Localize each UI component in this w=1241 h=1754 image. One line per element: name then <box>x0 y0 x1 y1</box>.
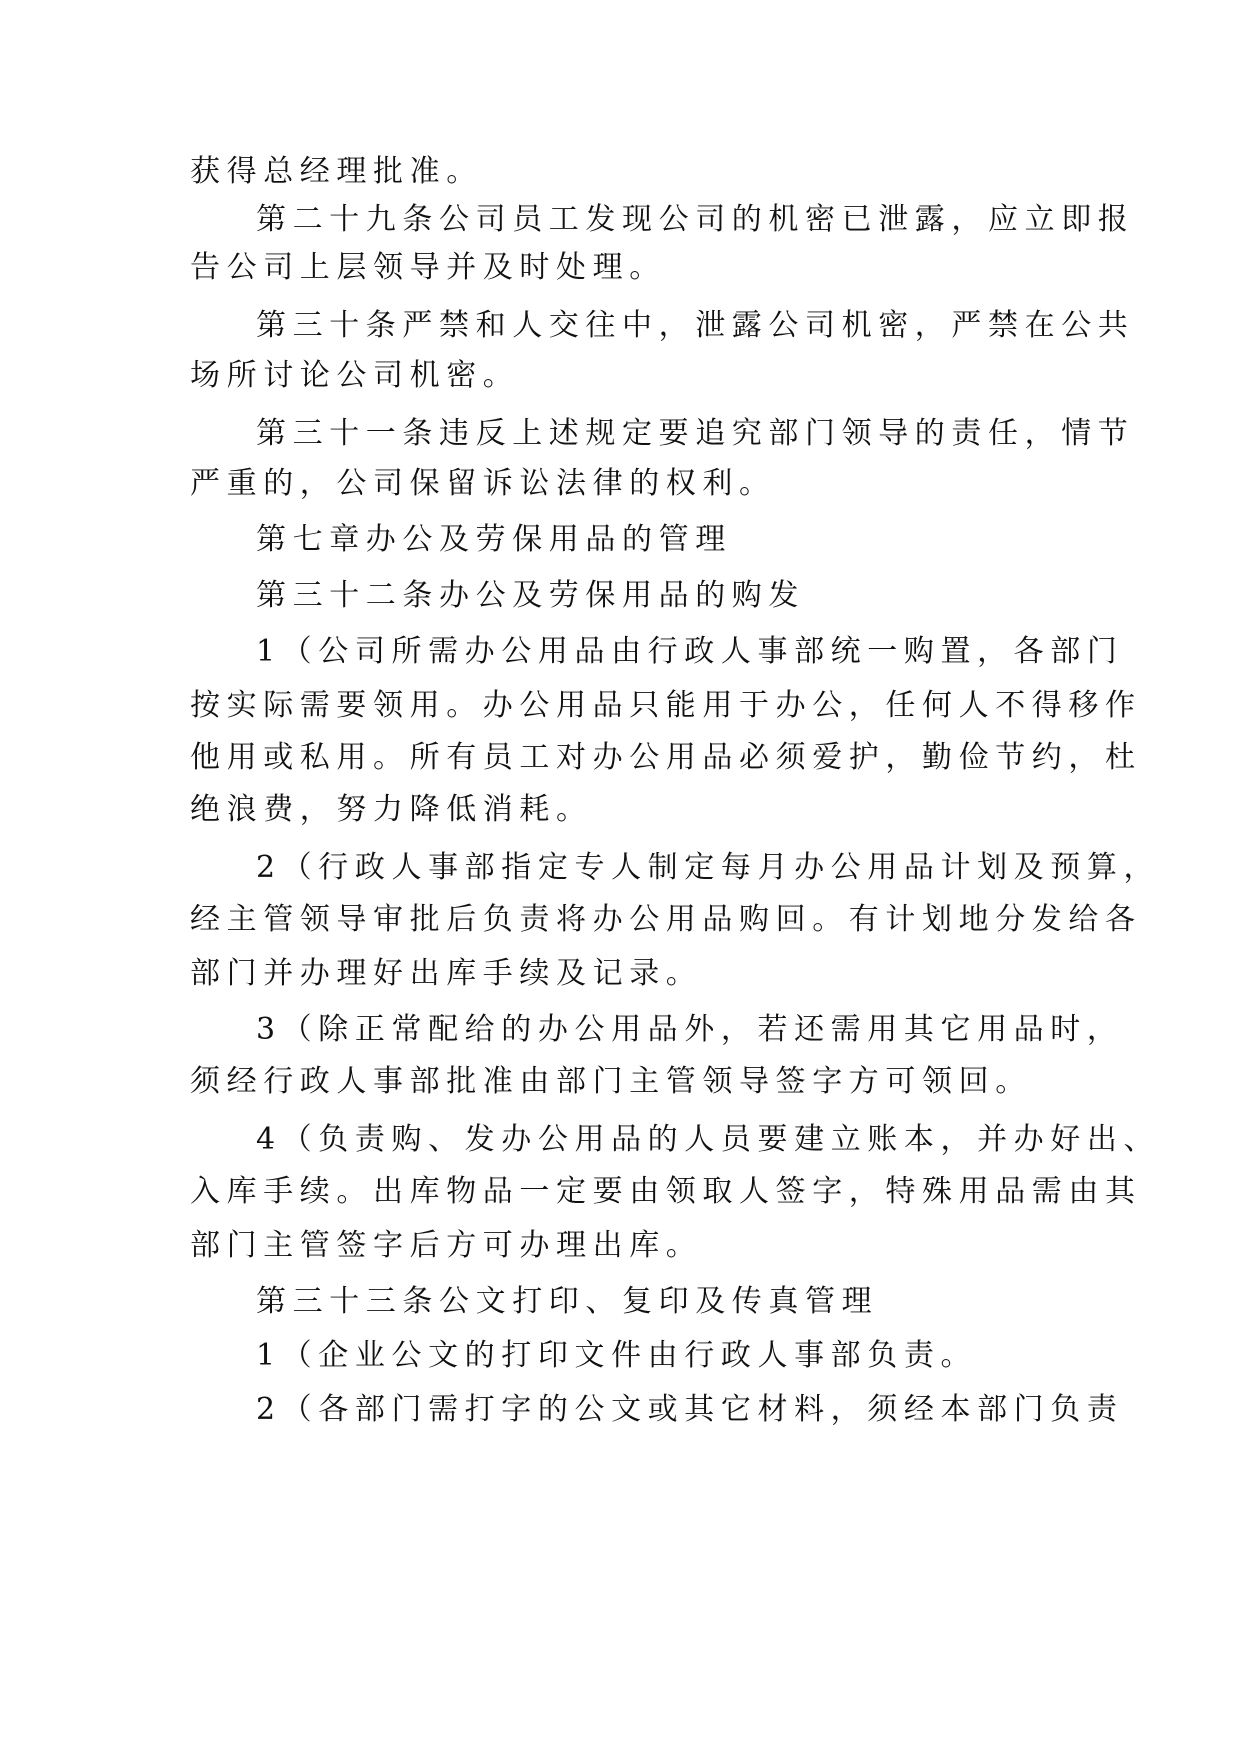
text-line: 2（行政人事部指定专人制定每月办公用品计划及预算， <box>256 850 1161 885</box>
text-line: 获得总经理批准。 <box>190 154 483 189</box>
text-line: 部门主管签字后方可办理出库。 <box>190 1228 703 1263</box>
text-line: 1（企业公文的打印文件由行政人事部负责。 <box>256 1338 978 1373</box>
article-heading: 第三十二条办公及劳保用品的购发 <box>256 578 805 613</box>
text-line: 第二十九条公司员工发现公司的机密已泄露，应立即报 <box>256 202 1135 237</box>
text-line: 第三十条严禁和人交往中，泄露公司机密，严禁在公共 <box>256 308 1135 343</box>
chapter-heading: 第七章办公及劳保用品的管理 <box>256 522 732 557</box>
text-line: 须经行政人事部批准由部门主管领导签字方可领回。 <box>190 1064 1032 1099</box>
text-line: 1（公司所需办公用品由行政人事部统一购置，各部门 <box>256 634 1124 669</box>
text-line: 严重的，公司保留诉讼法律的权利。 <box>190 466 776 501</box>
text-line: 第三十一条违反上述规定要追究部门领导的责任，情节 <box>256 416 1135 451</box>
text-line: 部门并办理好出库手续及记录。 <box>190 956 703 991</box>
text-line: 经主管领导审批后负责将办公用品购回。有计划地分发给各 <box>190 902 1142 937</box>
text-line: 3（除正常配给的办公用品外，若还需用其它用品时， <box>256 1012 1124 1047</box>
text-line: 绝浪费，努力降低消耗。 <box>190 792 593 827</box>
text-line: 按实际需要领用。办公用品只能用于办公，任何人不得移作 <box>190 688 1142 723</box>
text-line: 他用或私用。所有员工对办公用品必须爱护，勤俭节约，杜 <box>190 740 1142 775</box>
text-line: 入库手续。出库物品一定要由领取人签字，特殊用品需由其 <box>190 1174 1142 1209</box>
text-line: 2（各部门需打字的公文或其它材料，须经本部门负责 <box>256 1392 1124 1427</box>
text-line: 4（负责购、发办公用品的人员要建立账本，并办好出、 <box>256 1122 1161 1157</box>
text-line: 场所讨论公司机密。 <box>190 358 520 393</box>
article-heading: 第三十三条公文打印、复印及传真管理 <box>256 1284 879 1319</box>
text-line: 告公司上层领导并及时处理。 <box>190 250 666 285</box>
